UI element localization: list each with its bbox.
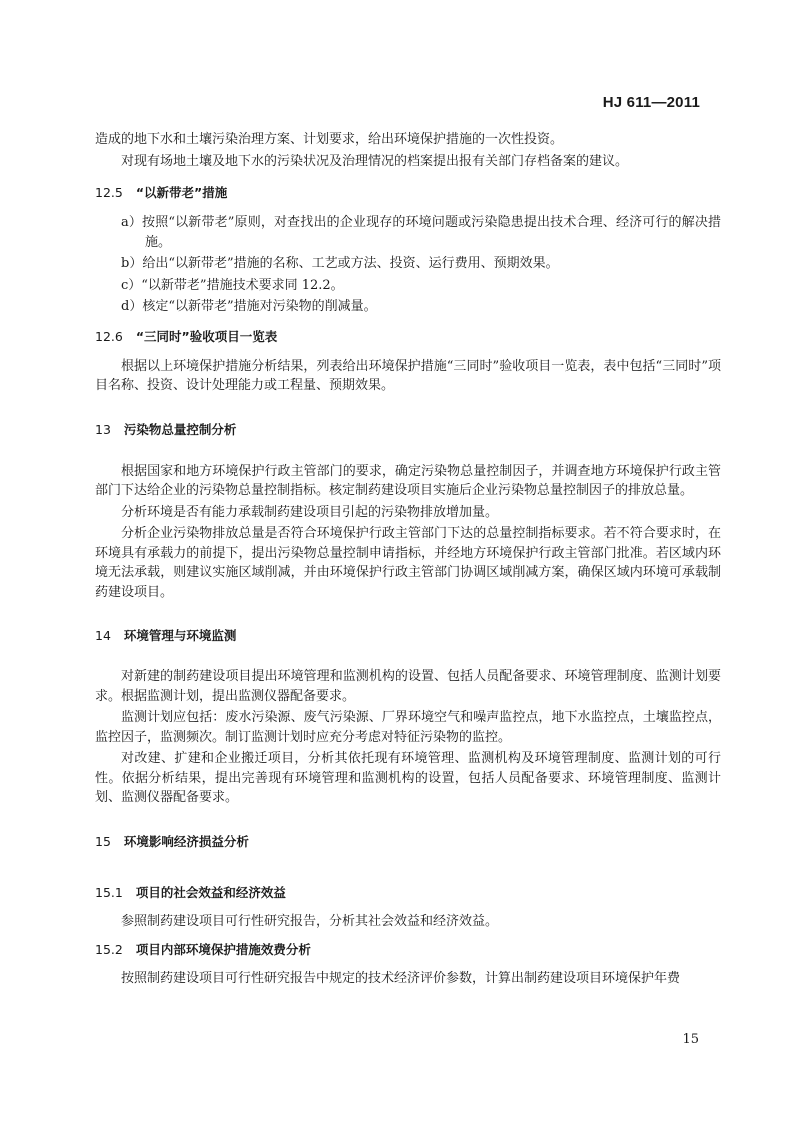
section-heading-12-5 <box>95 184 721 202</box>
paragraph: 对改建、扩建和企业搬迁项目，分析其依托现有环境管理、监测机构及环境管理制度、监测计划的可行性。依据分析结果，提出完善现有环境管理和监测机构的设置，包括人员配备要求、环境管理制度、监测计划、监测仪器配备要求。 <box>95 751 721 805</box>
section-title: 环境管理与环境监测 <box>123 628 237 643</box>
paragraph: 参照制药建设项目可行性研究报告，分析其社会效益和经济效益。 <box>121 913 499 929</box>
section-number: 14 <box>95 628 111 643</box>
section-title: 项目内部环境保护措施效费分析 <box>135 942 311 957</box>
paragraph: 按照制药建设项目可行性研究报告中规定的技术经济评价参数，计算出制药建设项目环境保护年费 <box>121 971 681 986</box>
list-item: a）按照“以新带老”原则，对查找出的企业现存的环境问题或污染隐患提出技术合理、经济可行的解决措施。 <box>121 215 721 250</box>
section-number: 15 <box>95 833 111 849</box>
paragraph: 造成的地下水和土壤污染治理方案、计划要求，给出环境保护措施的一次性投资。 <box>95 132 564 147</box>
paragraph: 根据以上环境保护措施分析结果，列表给出环境保护措施“三同时”验收项目一览表，表中包括“三同时”项目名称、投资、设计处理能力或工程量、预期效果。 <box>95 358 721 393</box>
list-item: d）核定“以新带老”措施对污染物的削减量。 <box>121 299 377 314</box>
section-title: “以新带老”措施 <box>135 185 228 200</box>
section-number: 15.1 <box>95 884 123 900</box>
section-heading-14 <box>95 627 721 645</box>
standard-code: HJ 611—2011 <box>602 94 700 111</box>
section-number: 13 <box>95 421 111 437</box>
section-number: 12.6 <box>95 328 123 344</box>
document-body <box>95 130 721 989</box>
section-heading-15-1 <box>95 884 721 902</box>
section-title: 项目的社会效益和经济效益 <box>135 884 286 900</box>
section-number: 15.2 <box>95 942 123 957</box>
paragraph: 分析企业污染物排放总量是否符合环境保护行政主管部门下达的总量控制指标要求。若不符合要求时，在环境具有承载力的前提下，提出污染物总量控制申请指标，并经地方环境保护行政主管部门批准。若区域内环境无法承载，则建议实施区域削减，并由环境保护行政主管部门协调区域削减方案，确保区域内环境可承载制药建设项目。 <box>95 526 721 600</box>
paragraph: 分析环境是否有能力承载制药建设项目引起的污染物排放增加量。 <box>121 504 499 520</box>
paragraph: 对现有场地土壤及地下水的污染状况及治理情况的档案提出报有关部门存档备案的建议。 <box>121 153 629 169</box>
list-item: c）“以新带老”措施技术要求同 12.2。 <box>121 277 344 293</box>
section-heading-15-2 <box>95 941 721 959</box>
section-number: 12.5 <box>95 185 123 200</box>
list <box>95 213 721 317</box>
paragraph: 对新建的制药建设项目提出环境管理和监测机构的设置、包括人员配备要求、环境管理制度、监测计划要求。根据监测计划，提出监测仪器配备要求。 <box>95 669 721 704</box>
page-number: 15 <box>682 1032 699 1047</box>
section-title: 污染物总量控制分析 <box>123 421 237 437</box>
paragraph: 根据国家和地方环境保护行政主管部门的要求，确定污染物总量控制因子，并调查地方环境保护行政主管部门下达给企业的污染物总量控制指标。核定制药建设项目实施后企业污染物总量控制因子的排放总量。 <box>95 463 721 498</box>
section-heading-15 <box>95 833 721 851</box>
section-heading-12-6 <box>95 328 721 346</box>
section-title: 环境影响经济损益分析 <box>123 833 249 849</box>
list-item: b）给出“以新带老”措施的名称、工艺或方法、投资、运行费用、预期效果。 <box>121 256 559 271</box>
paragraph: 监测计划应包括：废水污染源、废气污染源、厂界环境空气和噪声监控点，地下水监控点，土壤监控点，监控因子，监测频次。制订监测计划时应充分考虑对特征污染物的监控。 <box>95 710 721 745</box>
section-title: “三同时”验收项目一览表 <box>135 328 278 344</box>
section-heading-13 <box>95 421 721 439</box>
